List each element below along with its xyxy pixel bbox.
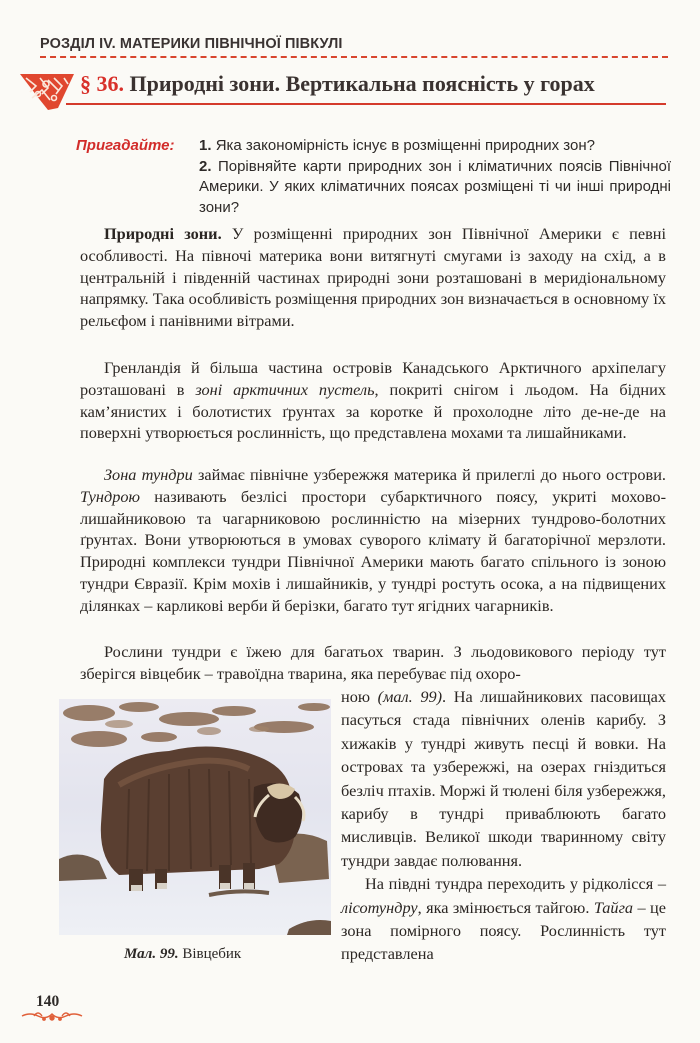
recall-questions bbox=[199, 136, 671, 218]
question-number: 2. bbox=[199, 157, 212, 175]
musk-ox-illustration-icon bbox=[59, 699, 331, 935]
wrapped-text-column bbox=[341, 685, 666, 966]
question-number: 1. bbox=[199, 137, 212, 154]
paragraph-text: займає північне узбережжя материка й прилеглі до нього острови. bbox=[192, 465, 666, 484]
section-ornament-icon bbox=[18, 70, 78, 112]
running-head-dashed-rule bbox=[40, 56, 668, 58]
paragraph-text: , покриті снігом і льодом. На бідних кам’янистих і болотистих ґрунтах за коротке й прохолодне літо де-не-де на поверхні утворюється рослинність, що представлена мохами та лишайниками. bbox=[80, 379, 666, 443]
musk-ox-photo bbox=[59, 699, 331, 935]
paragraph-tundra-animals bbox=[80, 641, 666, 685]
recall-label: Пригадайте: bbox=[76, 137, 175, 154]
paragraph-heading: Природні зони. bbox=[104, 224, 222, 243]
term-tundra: Тундрою bbox=[80, 486, 140, 506]
section-title-text: Природні зони. Вертикальна поясність у горах bbox=[129, 71, 595, 96]
section-title bbox=[80, 71, 595, 97]
paragraph-text: Гренландія й більша частина островів Канадського Арктичного архіпелагу розташовані в bbox=[80, 358, 666, 399]
recall-question bbox=[199, 157, 671, 219]
paragraph-tundra bbox=[80, 464, 666, 617]
section-number: § 36. bbox=[80, 71, 124, 96]
paragraph-text: . На лишайникових пасовищах пасуться стада північних оленів карибу. З хижаків у тундрі живуть песці й вовки. На островах та узбережжі, на озерах гніздиться безліч птахів. Моржі й тюлені біля узбережжя, карибу в тундрі приваблюють багато мисливців. Великої шкоди тваринному світу тундри завдає полювання. bbox=[341, 687, 666, 870]
paragraph-text: називають безлісі простори субарктичного поясу, укриті мохово-лишайниковою та чагарниковою рослинністю на мізерних тундрово-болотних ґрунтах. Вони утворюються в умовах суворого клімату й багаторічної мерзлоти. Природні комплекси тундри Північної Америки мають багато спільного із зоною тундри Євразії. Крім мохів і лишайників, у тундрі ростуть осока, а на підвищених ділянках – карликові верби й берізки, багато тут ягідних чагарників. bbox=[80, 486, 666, 615]
figure-label: Мал. 99. bbox=[124, 946, 179, 962]
paragraph-text: У розміщенні природних зон Північної Америки є певні особливості. На півночі материка вони витягнуті смугами із заходу на схід, а в центральній і південній частинах природні зони розташовані в меридіональному напрямку. Така особливість розміщення природних зон визначається в основному їх рельєфом і панівними вітрами. bbox=[80, 224, 666, 331]
title-underline bbox=[66, 103, 666, 105]
figure-caption-text: Вівцебик bbox=[182, 946, 242, 962]
term-tundra-zone: Зона тундри bbox=[104, 465, 193, 484]
term-forest-tundra: лісотундру bbox=[341, 897, 418, 917]
paragraph-text: , яка змінюється тайгою. bbox=[417, 897, 594, 917]
figure-caption bbox=[124, 946, 241, 963]
question-text: Яка закономірність існує в розміщенні природних зон? bbox=[215, 137, 595, 154]
question-text: Порівняйте карти природних зон і кліматичних поясів Північної Америки. У яких кліматичних поясах розміщені ті чи інші природні зони? bbox=[199, 157, 672, 216]
term-taiga: Тайга bbox=[593, 897, 634, 917]
figure-reference: (мал. 99) bbox=[377, 687, 443, 706]
recall-question bbox=[199, 136, 671, 157]
paragraph-text: ною bbox=[341, 687, 378, 706]
paragraph-text: Рослини тундри є їжею для багатьох тварин. З льодовикового періоду тут зберігся вівцебик – травоїдна тварина, яка перебуває під охоро- bbox=[80, 642, 666, 683]
page-number-ornament-icon bbox=[20, 1008, 84, 1024]
term-arctic-deserts: зоні арктичних пустель bbox=[195, 379, 375, 399]
paragraph-text: На півдні тундра переходить у рідколісся – bbox=[365, 874, 666, 894]
paragraph-arctic-deserts bbox=[80, 357, 666, 444]
page-number: 140 bbox=[36, 993, 60, 1010]
paragraph-text: – це зона помірного поясу. Рослинність тут представлена bbox=[341, 897, 666, 964]
running-head: РОЗДІЛ IV. МАТЕРИКИ ПІВНІЧНОЇ ПІВКУЛІ bbox=[40, 36, 343, 52]
paragraph-natural-zones bbox=[80, 223, 666, 332]
